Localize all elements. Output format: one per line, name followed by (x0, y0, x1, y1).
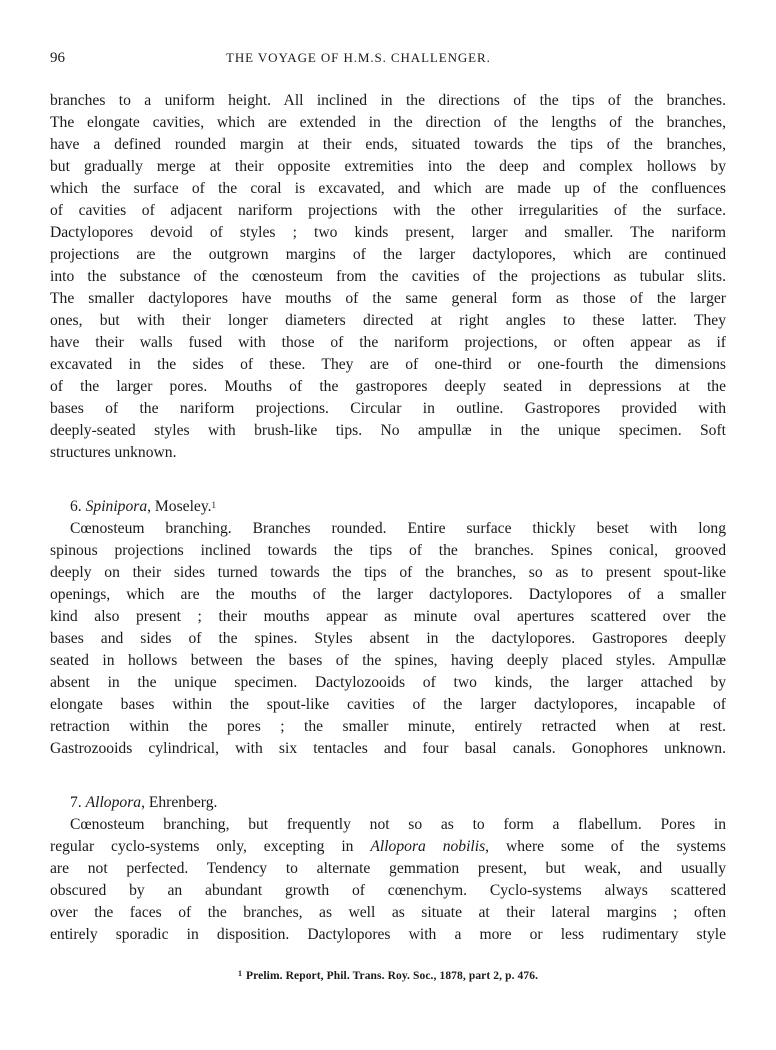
text-line: kind also present ; their mouths appear as minute oval apertures scattered over the (50, 608, 726, 625)
genus-name: Allopora (85, 794, 142, 811)
section-heading (70, 793, 217, 813)
text-line: of the larger pores. Mouths of the gastropores deeply seated in depressions at the (50, 378, 726, 395)
genus-name: Spinipora (85, 498, 148, 515)
text-line: but gradually merge at their opposite extremities into the deep and complex hollows by (50, 158, 726, 175)
text-segment: regular cyclo-systems only, excepting in (50, 838, 371, 855)
text-line: bases of the nariform projections. Circular in outline. Gastropores provided with (50, 400, 726, 417)
species-name: Allopora nobilis (370, 838, 486, 855)
text-line (50, 837, 726, 857)
text-line: Cœnosteum branching. Branches rounded. Entire surface thickly beset with long (70, 520, 726, 537)
text-line: absent in the unique specimen. Dactylozooids of two kinds, the larger attached by (50, 674, 726, 691)
text-line: over the faces of the branches, as well as situate at their lateral margins ; often (50, 904, 726, 921)
text-line: The smaller dactylopores have mouths of the same general form as those of the larger (50, 290, 726, 307)
text-line: structures unknown. (50, 444, 177, 461)
authority: , Ehrenberg. (141, 794, 218, 811)
footnote-text: Prelim. Report, Phil. Trans. Roy. Soc., 1878, part 2, p. 476. (246, 970, 539, 982)
footnote-marker: 1 (237, 969, 243, 978)
text-line: deeply-seated styles with brush-like tips. No ampullæ in the unique specimen. Soft (50, 422, 726, 439)
text-line: Cœnosteum branching, but frequently not so as to form a flabellum. Pores in (70, 816, 726, 833)
page-number: 96 (50, 50, 65, 66)
section-number: 7. (70, 794, 82, 811)
text-line: have a defined rounded margin at their ends, situated towards the tips of the branches, (50, 136, 726, 153)
footnote (0, 970, 776, 982)
text-line: spinous projections inclined towards the tips of the branches. Spines conical, grooved (50, 542, 726, 559)
running-title: THE VOYAGE OF H.M.S. CHALLENGER. (226, 50, 491, 65)
text-line: bases and sides of the spines. Styles absent in the dactylopores. Gastropores deeply (50, 630, 726, 647)
text-line: into the substance of the cœnosteum from the cavities of the projections as tubular slits. (50, 268, 726, 285)
text-line: entirely sporadic in disposition. Dactylopores with a more or less rudimentary style (50, 926, 726, 943)
text-line: are not perfected. Tendency to alternate gemmation present, but weak, and usually (50, 860, 726, 877)
text-line: retraction within the pores ; the smaller minute, entirely retracted when at rest. (50, 718, 726, 735)
text-line: The elongate cavities, which are extended in the direction of the lengths of the branches, (50, 114, 726, 131)
text-line: branches to a uniform height. All inclined in the directions of the tips of the branches. (50, 92, 726, 109)
text-line: obscured by an abundant growth of cœnenchym. Cyclo-systems always scattered (50, 882, 726, 899)
text-line: elongate bases within the spout-like cavities of the larger dactylopores, incapable of (50, 696, 726, 713)
text-line: seated in hollows between the bases of the spines, having deeply placed styles. Ampullæ (50, 652, 726, 669)
text-segment: , where some of the systems (485, 838, 726, 855)
text-line: excavated in the sides of these. They are of one-third or one-fourth the dimensions (50, 356, 726, 373)
footnote-reference[interactable]: 1 (211, 500, 217, 510)
text-line: openings, which are the mouths of the larger dactylopores. Dactylopores of a smaller (50, 586, 726, 603)
text-line: of cavities of adjacent nariform projections with the other irregularities of the surface. (50, 202, 726, 219)
section-number: 6. (70, 498, 82, 515)
text-line: which the surface of the coral is excavated, and which are made up of the confluences (50, 180, 726, 197)
section-heading (70, 497, 216, 517)
text-line: Dactylopores devoid of styles ; two kinds present, larger and smaller. The nariform (50, 224, 726, 241)
authority: , Moseley. (147, 498, 212, 515)
text-line: deeply on their sides turned towards the tips of the branches, so as to present spout-like (50, 564, 726, 581)
text-line: projections are the outgrown margins of the larger dactylopores, which are continued (50, 246, 726, 263)
text-line: Gastrozooids cylindrical, with six tentacles and four basal canals. Gonophores unknown. (50, 740, 726, 757)
text-line: ones, but with their longer diameters directed at right angles to these latter. They (50, 312, 726, 329)
text-line: have their walls fused with those of the nariform projections, or often appear as if (50, 334, 726, 351)
running-header (50, 50, 726, 70)
